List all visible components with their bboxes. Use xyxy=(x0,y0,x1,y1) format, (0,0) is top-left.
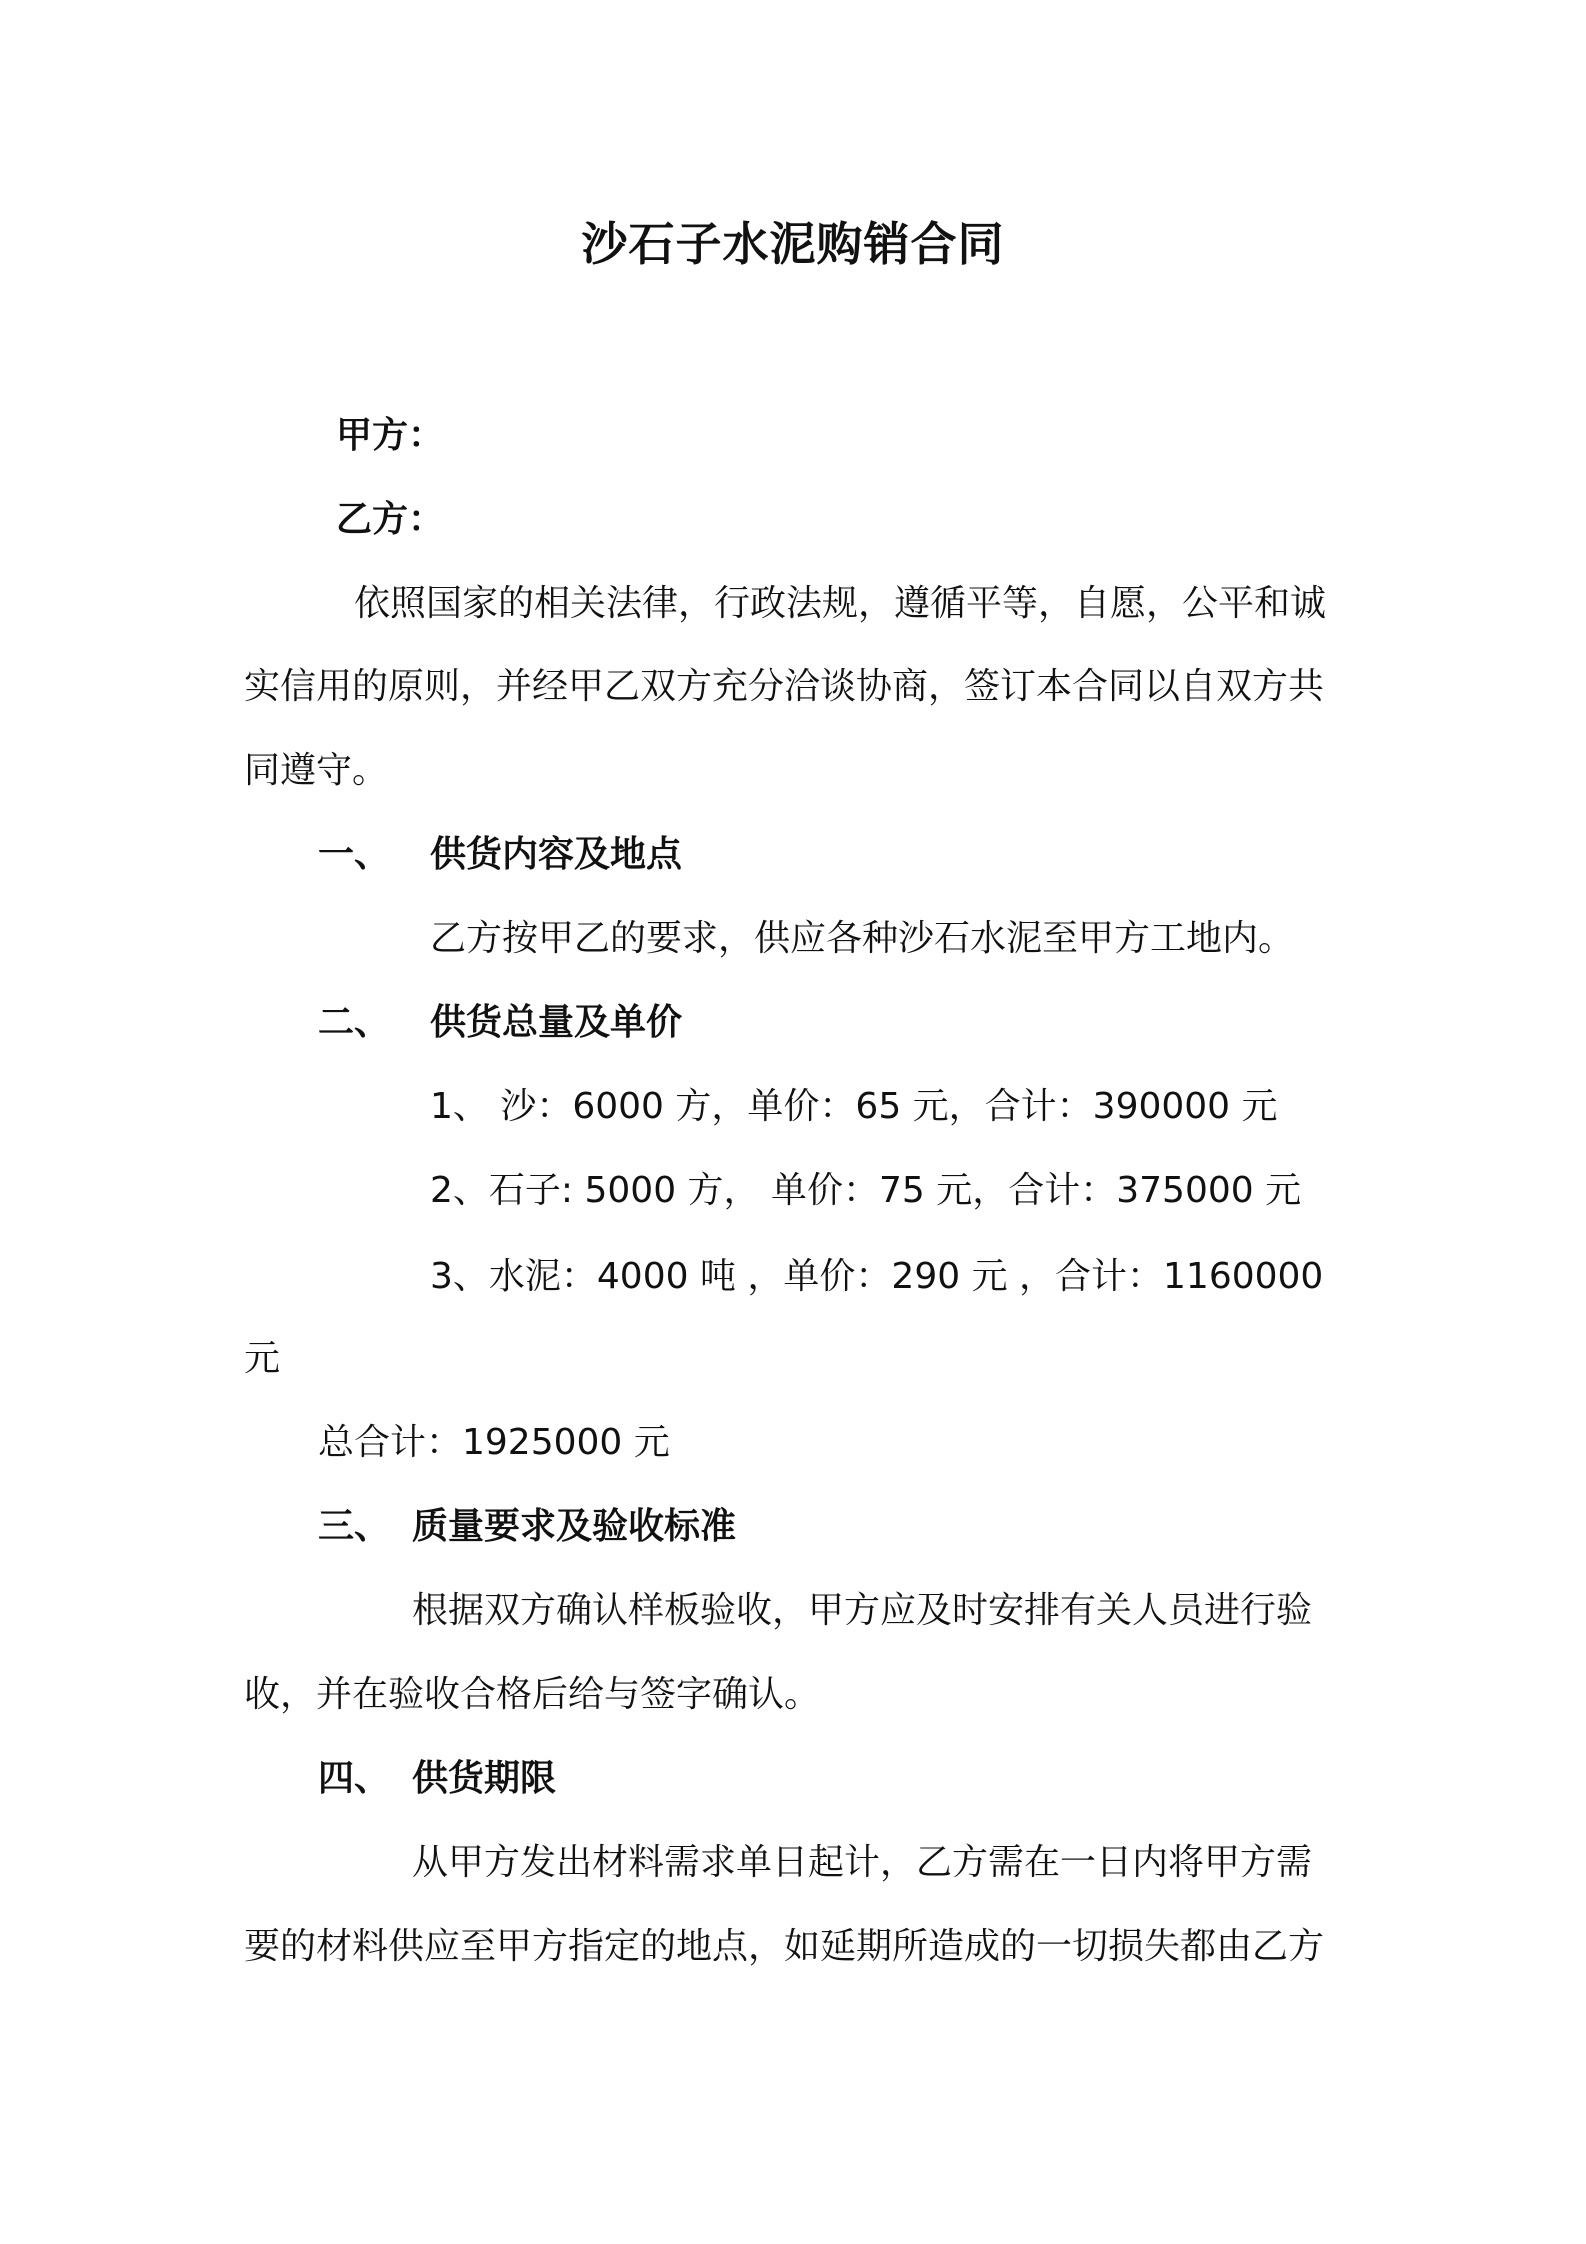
section-1-number: 一、 xyxy=(318,834,391,875)
section-4-line-1: 从甲方发出材料需求单日起计，乙方需在一日内将甲方需 xyxy=(412,1842,1313,1883)
section-3-line-1: 根据双方确认样板验收，甲方应及时安排有关人员进行验 xyxy=(412,1590,1313,1631)
section-2-item-3-wrap: 元 xyxy=(244,1338,281,1379)
intro-line-2: 实信用的原则，并经甲乙双方充分洽谈协商，签订本合同以自双方共 xyxy=(244,666,1325,707)
section-2-heading: 供货总量及单价 xyxy=(430,1002,683,1043)
section-1-body: 乙方按甲乙的要求，供应各种沙石水泥至甲方工地内。 xyxy=(430,918,1295,959)
section-2-item-1: 1、 沙：6000 方，单价：65 元，合计：390000 元 xyxy=(430,1086,1278,1127)
party-b-label: 乙方： xyxy=(336,499,445,540)
section-2-item-3: 3、水泥：4000 吨 ，单价：290 元 ，合计：1160000 xyxy=(430,1256,1324,1297)
section-2-item-2: 2、石子: 5000 方， 单价：75 元，合计：375000 元 xyxy=(430,1170,1302,1211)
intro-line-3: 同遵守。 xyxy=(244,750,389,791)
document-title: 沙石子水泥购销合同 xyxy=(581,217,1005,271)
intro-line-1: 依照国家的相关法律，行政法规，遵循平等，自愿，公平和诚 xyxy=(354,583,1327,624)
party-a-label: 甲方： xyxy=(336,415,445,456)
section-3-number: 三、 xyxy=(318,1506,391,1547)
section-3-line-2: 收，并在验收合格后给与签字确认。 xyxy=(244,1674,821,1715)
section-1-heading: 供货内容及地点 xyxy=(430,834,683,875)
section-4-line-2: 要的材料供应至甲方指定的地点，如延期所造成的一切损失都由乙方 xyxy=(244,1926,1325,1967)
section-4-heading: 供货期限 xyxy=(412,1758,557,1799)
section-4-number: 四、 xyxy=(318,1758,391,1799)
section-2-number: 二、 xyxy=(318,1002,391,1043)
section-2-total: 总合计：1925000 元 xyxy=(318,1422,670,1463)
section-3-heading: 质量要求及验收标准 xyxy=(412,1506,737,1547)
